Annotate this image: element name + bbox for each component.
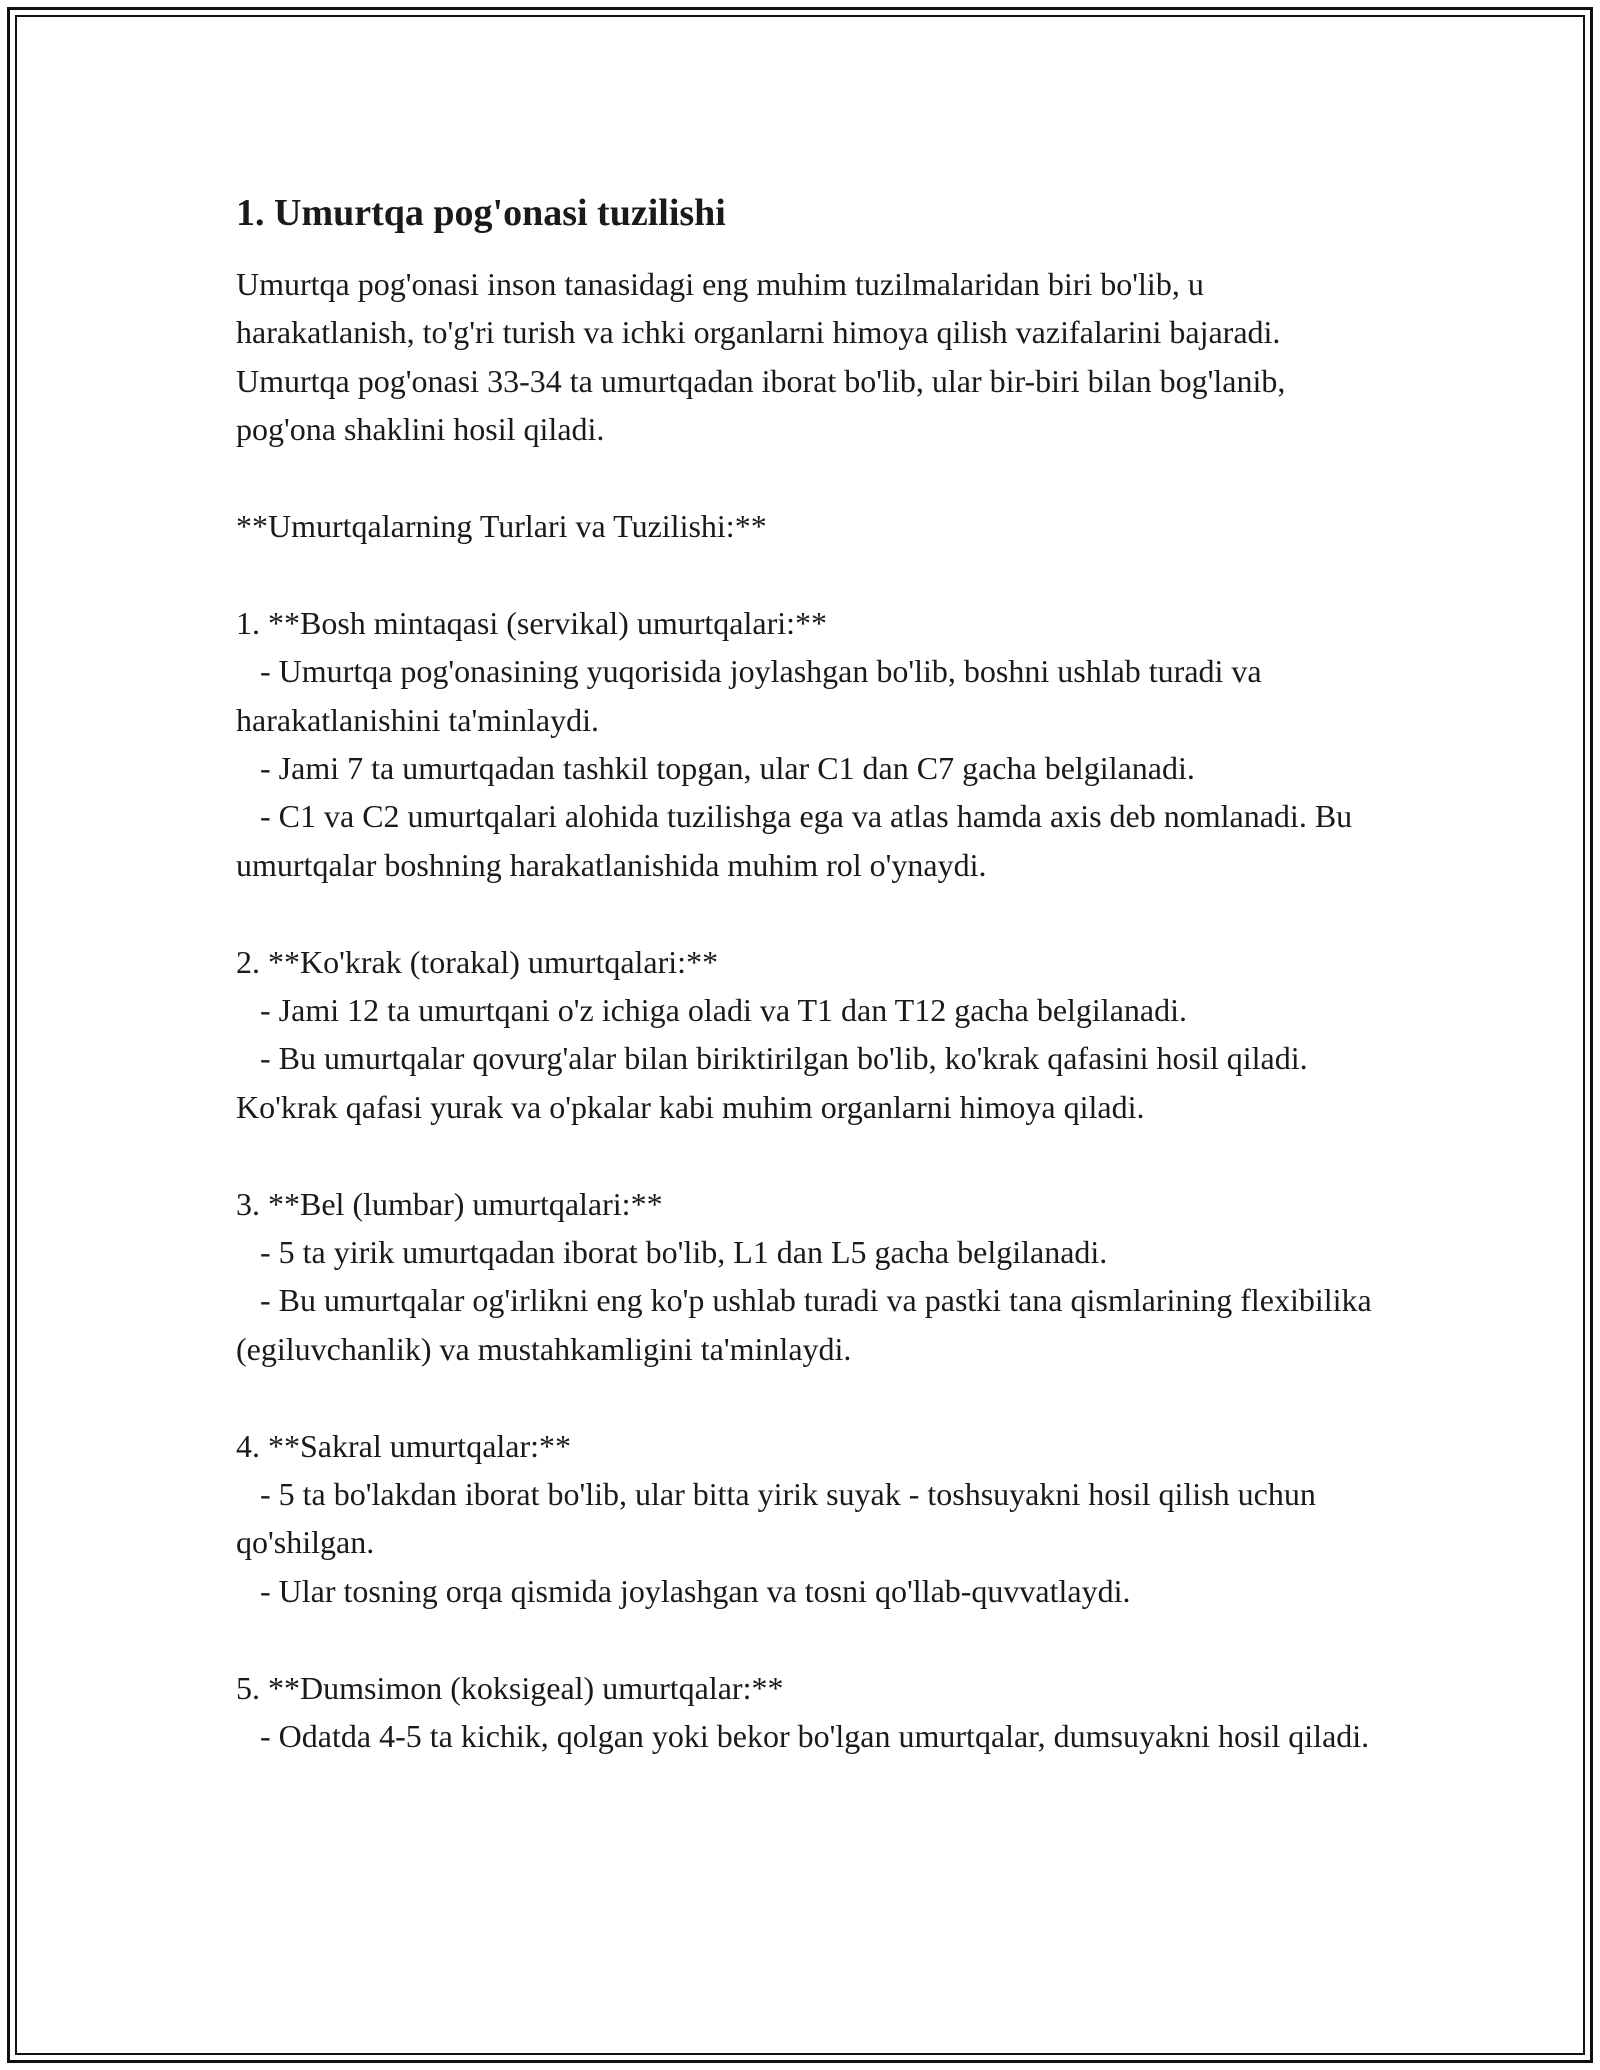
list-item: - Ular tosning orqa qismida joylashgan va tosni qo'llab-quvvatlaydi. xyxy=(236,1572,1131,1609)
spacer xyxy=(236,1615,1376,1663)
list-item: - Odatda 4-5 ta kichik, qolgan yoki bekor bo'lgan umurtqalar, dumsuyakni hosil qiladi. xyxy=(236,1718,1370,1755)
section-thoracic xyxy=(236,938,1376,1132)
section-cervical xyxy=(236,599,1376,889)
section-heading: 3. **Bel (lumbar) umurtqalari:** xyxy=(236,1185,663,1222)
section-coccygeal xyxy=(236,1664,1376,1761)
section-lumbar xyxy=(236,1180,1380,1374)
list-item: - C1 va C2 umurtqalari alohida tuzilishga ega va atlas hamda axis deb nomlanadi. Bu umurtqalar boshning harakatlanishida muhim rol o'ynaydi. xyxy=(236,798,1361,883)
intro-paragraph: Umurtqa pog'onasi inson tanasidagi eng muhim tuzilmalaridan biri bo'lib, u harakatlanish, to'g'ri turish va ichki organlarni himoya qilish vazifalarini bajaradi. Umurtqa pog'onasi 33-34 ta umurtqadan iborat bo'lib, ular bir-biri bilan bog'lanib, pog'ona shaklini hosil qiladi. xyxy=(236,266,1294,448)
section-heading: 2. **Ko'krak (torakal) umurtqalari:** xyxy=(236,943,719,980)
document-body xyxy=(236,188,1380,1761)
section-sacral xyxy=(236,1422,1376,1616)
section-heading: 5. **Dumsimon (koksigeal) umurtqalar:** xyxy=(236,1669,784,1706)
list-item: - Bu umurtqalar og'irlikni eng ko'p ushlab turadi va pastki tana qismlarining flexibilika (egiluvchanlik) va mustahkamligini ta'minlaydi. xyxy=(236,1282,1380,1367)
list-item: - 5 ta yirik umurtqadan iborat bo'lib, L1 dan L5 gacha belgilanadi. xyxy=(236,1234,1108,1271)
spacer xyxy=(236,1131,1376,1179)
section-subheading: **Umurtqalarning Turlari va Tuzilishi:** xyxy=(236,508,767,545)
spacer xyxy=(236,550,1376,598)
spacer xyxy=(236,454,1376,502)
section-heading: 4. **Sakral umurtqalar:** xyxy=(236,1427,572,1464)
list-item: - Bu umurtqalar qovurg'alar bilan biriktirilgan bo'lib, ko'krak qafasini hosil qiladi. Ko'krak qafasi yurak va o'pkalar kabi muhim organlarni himoya qiladi. xyxy=(236,1040,1316,1125)
list-item: - Jami 12 ta umurtqani o'z ichiga oladi va T1 dan T12 gacha belgilanadi. xyxy=(236,992,1187,1029)
spacer xyxy=(236,1373,1376,1421)
list-item: - Umurtqa pog'onasining yuqorisida joylashgan bo'lib, boshni ushlab turadi va harakatlanishini ta'minlaydi. xyxy=(236,653,1270,738)
list-item: - Jami 7 ta umurtqadan tashkil topgan, ular C1 dan C7 gacha belgilanadi. xyxy=(236,750,1195,787)
section-heading: 1. **Bosh mintaqasi (servikal) umurtqalari:** xyxy=(236,604,827,641)
list-item: - 5 ta bo'lakdan iborat bo'lib, ular bitta yirik suyak - toshsuyakni hosil qilish uchun qo'shilgan. xyxy=(236,1476,1324,1561)
spacer xyxy=(236,889,1376,937)
document-title: 1. Umurtqa pog'onasi tuzilishi xyxy=(236,192,726,234)
